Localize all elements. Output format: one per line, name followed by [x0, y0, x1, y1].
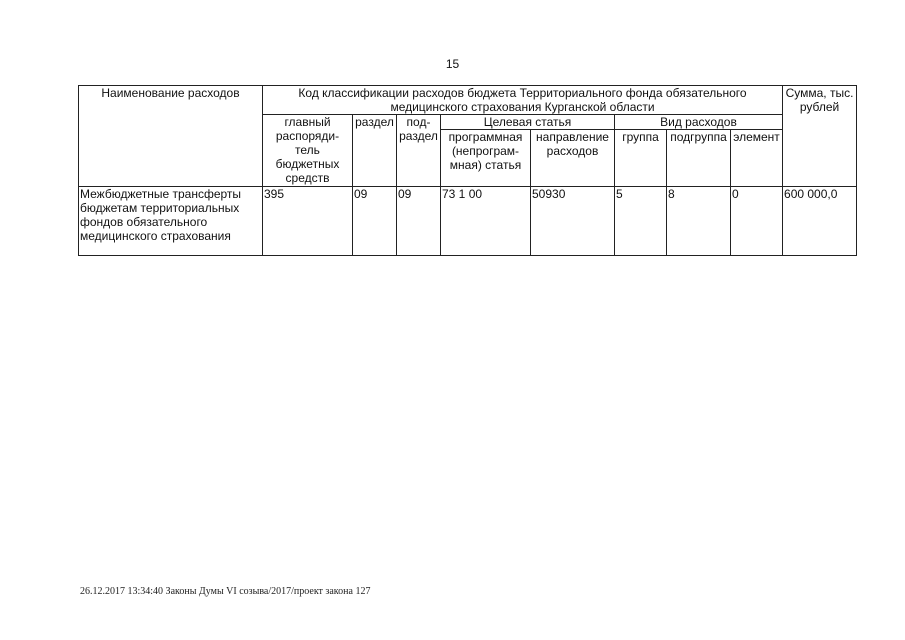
cell-main-manager: 395	[263, 187, 353, 256]
header-name: Наименование расходов	[79, 86, 263, 187]
header-subgroup: подгруппа	[667, 130, 731, 187]
cell-element: 0	[731, 187, 783, 256]
table-row	[79, 187, 857, 256]
cell-program-article: 73 1 00	[441, 187, 531, 256]
header-expense-type: Вид расходов	[615, 115, 783, 130]
budget-table	[78, 85, 857, 256]
header-element: элемент	[731, 130, 783, 187]
header-group: группа	[615, 130, 667, 187]
header-program-article: программная (непрограм-мная) статья	[441, 130, 531, 187]
cell-name: Межбюджетные трансферты бюджетам территориальных фондов обязательного медицинского страхования	[79, 187, 263, 256]
footer-timestamp: 26.12.2017 13:34:40 Законы Думы VI созыва/2017/проект закона 127	[80, 586, 371, 597]
cell-group: 5	[615, 187, 667, 256]
cell-subgroup: 8	[667, 187, 731, 256]
header-target-article: Целевая статья	[441, 115, 615, 130]
header-code-group: Код классификации расходов бюджета Территориального фонда обязательного медицинского страхования Курганской области	[263, 86, 783, 115]
cell-direction: 50930	[531, 187, 615, 256]
cell-section: 09	[353, 187, 397, 256]
page-number: 15	[445, 57, 460, 71]
header-subsection: под-раздел	[397, 115, 441, 187]
cell-sum: 600 000,0	[783, 187, 857, 256]
header-main-manager: главный распоряди-тель бюджетных средств	[263, 115, 353, 187]
header-direction: направление расходов	[531, 130, 615, 187]
cell-subsection: 09	[397, 187, 441, 256]
header-section: раздел	[353, 115, 397, 187]
header-sum: Сумма, тыс. рублей	[783, 86, 857, 187]
